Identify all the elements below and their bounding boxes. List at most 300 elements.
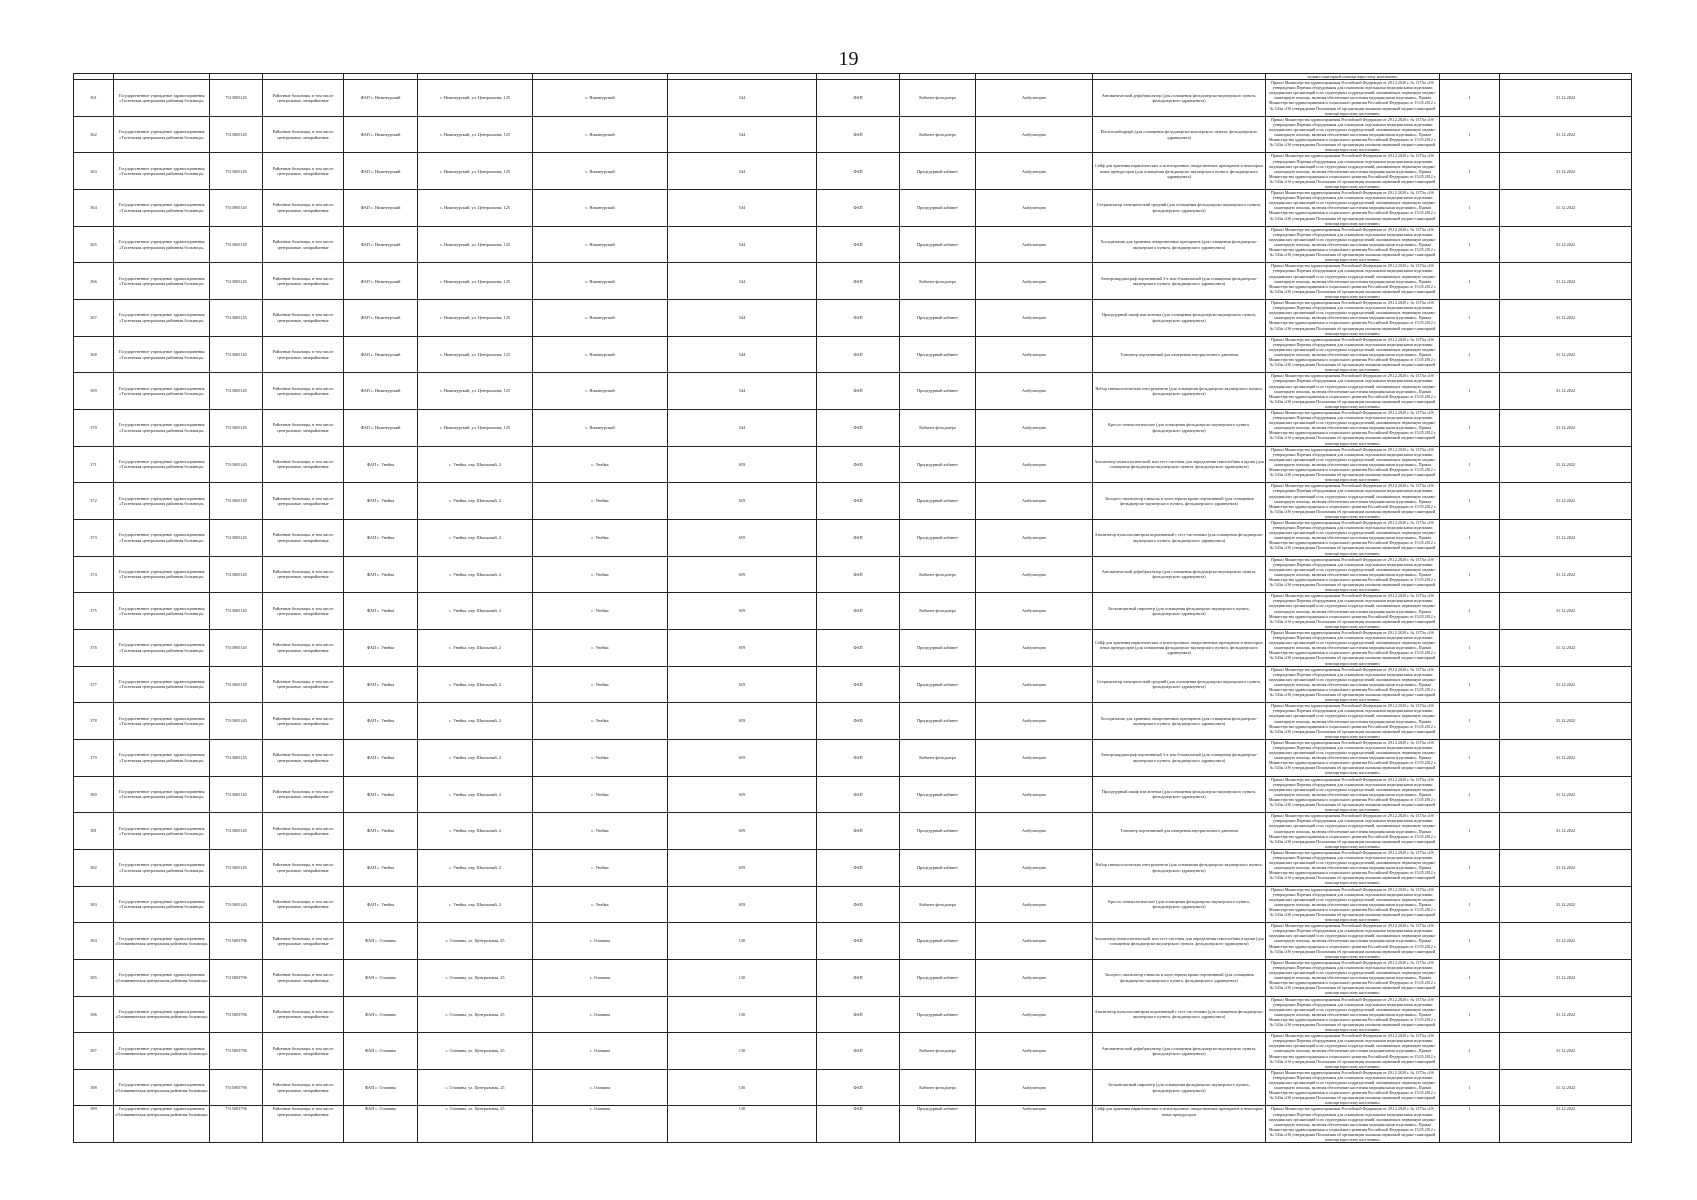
- locality-cell: с. Унейка: [533, 849, 668, 886]
- organization-type-cell: Районные больницы, в том числе центральные, межрайонные: [263, 300, 344, 337]
- legal-basis-cell: Приказ Министерства здравоохранения Российской Федерации от 29.12.2020 г. № 1375н «Об утверждении Перечня оборудования для оснащения отдельными медицинскими изделиями медицинских организаций и их структурных подразделений, оказывающих первичную медико-санитарную помощь, включая обеспечение населения медицинскими изделиями», Приказ Министерства здравоохранения и социального развития Российской Федерации от 15.05.2012 г. № 543н «Об утверждении Положения об организации оказания первичной медико-санитарной помощи взрослому населению»: [1266, 776, 1440, 813]
- unit-form-cell: ФАП: [817, 483, 900, 520]
- population-cell: 544: [668, 153, 817, 190]
- equipment-name-cell: Холодильник для хранения лекарственных препаратов (для оснащения фельдшерско-акушерского пункта, фельдшерского здравпункта): [1093, 703, 1266, 740]
- unit-form-cell: ФАП: [817, 1069, 900, 1106]
- deadline-date-cell: 31.12.2022: [1500, 226, 1632, 263]
- care-conditions-cell: Амбулаторно: [976, 336, 1093, 373]
- structural-unit-cell: ФАП с. Унейка: [344, 813, 418, 850]
- inn-cell: 7515003796: [210, 1106, 263, 1143]
- legal-basis-cell: Приказ Министерства здравоохранения Российской Федерации от 29.12.2020 г. № 1375н «Об утверждении Перечня оборудования для оснащения отдельными медицинскими изделиями медицинских организаций и их структурных подразделений, оказывающих первичную медико-санитарную помощь, включая обеспечение населения медицинскими изделиями», Приказ Министерства здравоохранения и социального развития Российской Федерации от 15.05.2012 г. № 543н «Об утверждении Положения об организации оказания первичной медико-санитарной помощи взрослому населению»: [1266, 739, 1440, 776]
- locality-cell: с. Унейка: [533, 703, 668, 740]
- deadline-date-cell: 31.12.2022: [1500, 593, 1632, 630]
- room-name-cell: Процедурный кабинет: [900, 190, 976, 227]
- address-cell: с. Унейка, пер. Школьный, 2: [418, 776, 533, 813]
- organization-name-cell: Государственное учреждение здравоохранения «Тасеевская центральная районная больница»: [114, 666, 210, 703]
- population-cell: 130: [668, 1033, 817, 1070]
- table-row: [74, 813, 1632, 850]
- structural-unit-cell: ФАП с. Унейка: [344, 849, 418, 886]
- address-cell: с. Нижнеурский, ул. Центральная, 125: [418, 226, 533, 263]
- inn-cell: 7513005145: [210, 483, 263, 520]
- population-cell: 659: [668, 556, 817, 593]
- organization-type-cell: Районные больницы, в том числе центральные, межрайонные: [263, 739, 344, 776]
- row-number-cell: 367: [74, 300, 114, 337]
- structural-unit-cell: ФАП с. Унейка: [344, 483, 418, 520]
- organization-name-cell: Государственное учреждение здравоохранения «Тасеевская центральная районная больница»: [114, 226, 210, 263]
- organization-type-cell: Районные больницы, в том числе центральные, межрайонные: [263, 446, 344, 483]
- locality-cell: с. Оловяны: [533, 996, 668, 1033]
- address-cell: с. Унейка, пер. Школьный, 2: [418, 739, 533, 776]
- deadline-date-cell: 31.12.2022: [1500, 886, 1632, 923]
- quantity-cell: 1: [1440, 153, 1500, 190]
- equipment-name-cell: Бесконтактный пирометр (для оснащения фельдшерско-акушерского пункта, фельдшерского здравпункта): [1093, 593, 1266, 630]
- organization-name-cell: Государственное учреждение здравоохранения «Тасеевская центральная районная больница»: [114, 300, 210, 337]
- locality-cell: с. Унейка: [533, 446, 668, 483]
- deadline-date-cell: 31.12.2022: [1500, 410, 1632, 447]
- equipment-name-cell: Анализатор гематологический, или тест-системы для определения гемоглобина в крови (для оснащения фельдшерско-акушерского пункта, фельдшерского здравпункта): [1093, 923, 1266, 960]
- quantity-cell: 1: [1440, 556, 1500, 593]
- table-row: [74, 923, 1632, 960]
- row-number-cell: 387: [74, 1033, 114, 1070]
- address-cell: с. Унейка, пер. Школьный, 2: [418, 886, 533, 923]
- organization-type-cell: Районные больницы, в том числе центральные, межрайонные: [263, 373, 344, 410]
- quantity-cell: 1: [1440, 1106, 1500, 1143]
- organization-name-cell: Государственное учреждение здравоохранения «Тасеевская центральная районная больница»: [114, 190, 210, 227]
- row-number-cell: 389: [74, 1106, 114, 1143]
- unit-form-cell: ФАП: [817, 263, 900, 300]
- organization-name-cell: Государственное учреждение здравоохранения «Оловяннинская центральная районная больница»: [114, 923, 210, 960]
- equipment-name-cell: Кресло гинекологическое (для оснащения фельдшерско-акушерского пункта, фельдшерского здравпункта): [1093, 410, 1266, 447]
- room-name-cell: Процедурный кабинет: [900, 923, 976, 960]
- address-cell: с. Нижнеурский, ул. Центральная, 125: [418, 263, 533, 300]
- population-cell: 659: [668, 849, 817, 886]
- organization-name-cell: Государственное учреждение здравоохранения «Тасеевская центральная районная больница»: [114, 336, 210, 373]
- room-name-cell: Кабинет фельдшера: [900, 739, 976, 776]
- table-row: [74, 629, 1632, 666]
- locality-cell: с. Унейка: [533, 886, 668, 923]
- care-conditions-cell: Амбулаторно: [976, 226, 1093, 263]
- room-name-cell: Кабинет фельдшера: [900, 80, 976, 117]
- address-cell: с. Унейка, пер. Школьный, 2: [418, 703, 533, 740]
- unit-form-cell: ФАП: [817, 116, 900, 153]
- row-number-cell: 380: [74, 776, 114, 813]
- care-conditions-cell: Амбулаторно: [976, 556, 1093, 593]
- address-cell: с. Нижнеурский, ул. Центральная, 125: [418, 80, 533, 117]
- equipment-name-cell: Электрокардиограф портативный 3-х или 6-канальный (для оснащения фельдшерско-акушерского пункта, фельдшерского здравпункта): [1093, 739, 1266, 776]
- unit-form-cell: ФАП: [817, 923, 900, 960]
- organization-type-cell: Районные больницы, в том числе центральные, межрайонные: [263, 849, 344, 886]
- structural-unit-cell: ФАП с. Нижнеурский: [344, 116, 418, 153]
- inn-cell: 7515003796: [210, 923, 263, 960]
- organization-type-cell: Районные больницы, в том числе центральные, межрайонные: [263, 1069, 344, 1106]
- inn-cell: 7513005145: [210, 519, 263, 556]
- organization-name-cell: Государственное учреждение здравоохранения «Тасеевская центральная районная больница»: [114, 739, 210, 776]
- care-conditions-cell: Амбулаторно: [976, 446, 1093, 483]
- room-name-cell: Процедурный кабинет: [900, 996, 976, 1033]
- organization-name-cell: Государственное учреждение здравоохранения «Тасеевская центральная районная больница»: [114, 813, 210, 850]
- address-cell: с. Унейка, пер. Школьный, 2: [418, 813, 533, 850]
- care-conditions-cell: Амбулаторно: [976, 80, 1093, 117]
- structural-unit-cell: ФАП с. Унейка: [344, 886, 418, 923]
- address-cell: с. Унейка, пер. Школьный, 2: [418, 629, 533, 666]
- locality-cell: с. Нижнеурский: [533, 190, 668, 227]
- inn-cell: 7513005145: [210, 190, 263, 227]
- structural-unit-cell: ФАП с. Оловяны: [344, 959, 418, 996]
- organization-type-cell: Районные больницы, в том числе центральные, межрайонные: [263, 666, 344, 703]
- equipment-name-cell: Набор гинекологических инструментов (для оснащения фельдшерско-акушерского пункта, фельдшерского здравпункта): [1093, 849, 1266, 886]
- legal-basis-cell: Приказ Министерства здравоохранения Российской Федерации от 29.12.2020 г. № 1375н «Об утверждении Перечня оборудования для оснащения отдельными медицинскими изделиями медицинских организаций и их структурных подразделений, оказывающих первичную медико-санитарную помощь, включая обеспечение населения медицинскими изделиями», Приказ Министерства здравоохранения и социального развития Российской Федерации от 15.05.2012 г. № 543н «Об утверждении Положения об организации оказания первичной медико-санитарной помощи взрослому населению»: [1266, 703, 1440, 740]
- inn-cell: 7513005145: [210, 153, 263, 190]
- equipment-name-cell: Сейф для хранения наркотических и психотропных лекарственных препаратов и некоторых иных прекурсоров (для оснащения фельдшерско-акушерского пункта, фельдшерского здравпункта): [1093, 153, 1266, 190]
- unit-form-cell: ФАП: [817, 410, 900, 447]
- equipment-name-cell: Набор гинекологических инструментов (для оснащения фельдшерско-акушерского пункта, фельдшерского здравпункта): [1093, 373, 1266, 410]
- unit-form-cell: ФАП: [817, 300, 900, 337]
- unit-form-cell: ФАП: [817, 1033, 900, 1070]
- address-cell: с. Нижнеурский, ул. Центральная, 125: [418, 373, 533, 410]
- quantity-cell: 1: [1440, 886, 1500, 923]
- table-row: [74, 410, 1632, 447]
- care-conditions-cell: Амбулаторно: [976, 483, 1093, 520]
- row-number-cell: 374: [74, 556, 114, 593]
- inn-cell: 7513005145: [210, 813, 263, 850]
- deadline-date-cell: 31.12.2022: [1500, 923, 1632, 960]
- organization-type-cell: Районные больницы, в том числе центральные, межрайонные: [263, 703, 344, 740]
- structural-unit-cell: ФАП с. Нижнеурский: [344, 190, 418, 227]
- quantity-cell: 1: [1440, 849, 1500, 886]
- room-name-cell: Кабинет фельдшера: [900, 556, 976, 593]
- locality-cell: с. Оловяны: [533, 959, 668, 996]
- deadline-date-cell: 31.12.2022: [1500, 739, 1632, 776]
- room-name-cell: Процедурный кабинет: [900, 666, 976, 703]
- quantity-cell: 1: [1440, 1069, 1500, 1106]
- care-conditions-cell: Амбулаторно: [976, 666, 1093, 703]
- equipment-name-cell: Стерилизатор электрический средний (для оснащения фельдшерско-акушерского пункта, фельдшерского здравпункта): [1093, 190, 1266, 227]
- structural-unit-cell: ФАП с. Унейка: [344, 629, 418, 666]
- unit-form-cell: ФАП: [817, 153, 900, 190]
- population-cell: 659: [668, 446, 817, 483]
- population-cell: 130: [668, 1069, 817, 1106]
- organization-name-cell: Государственное учреждение здравоохранения «Тасеевская центральная районная больница»: [114, 446, 210, 483]
- organization-type-cell: Районные больницы, в том числе центральные, межрайонные: [263, 996, 344, 1033]
- organization-name-cell: Государственное учреждение здравоохранения «Тасеевская центральная районная больница»: [114, 153, 210, 190]
- structural-unit-cell: ФАП с. Унейка: [344, 739, 418, 776]
- table-row: [74, 226, 1632, 263]
- row-number-cell: 382: [74, 849, 114, 886]
- room-name-cell: Процедурный кабинет: [900, 483, 976, 520]
- organization-name-cell: Государственное учреждение здравоохранения «Тасеевская центральная районная больница»: [114, 629, 210, 666]
- inn-cell: 7513005145: [210, 446, 263, 483]
- organization-name-cell: Государственное учреждение здравоохранения «Оловяннинская центральная районная больница»: [114, 1106, 210, 1143]
- legal-basis-cell: Приказ Министерства здравоохранения Российской Федерации от 29.12.2020 г. № 1375н «Об утверждении Перечня оборудования для оснащения отдельными медицинскими изделиями медицинских организаций и их структурных подразделений, оказывающих первичную медико-санитарную помощь, включая обеспечение населения медицинскими изделиями», Приказ Министерства здравоохранения и социального развития Российской Федерации от 15.05.2012 г. № 543н «Об утверждении Положения об организации оказания первичной медико-санитарной помощи взрослому населению»: [1266, 153, 1440, 190]
- deadline-date-cell: 31.12.2022: [1500, 483, 1632, 520]
- deadline-date-cell: 31.12.2022: [1500, 996, 1632, 1033]
- legal-basis-cell: Приказ Министерства здравоохранения Российской Федерации от 29.12.2020 г. № 1375н «Об утверждении Перечня оборудования для оснащения отдельными медицинскими изделиями медицинских организаций и их структурных подразделений, оказывающих первичную медико-санитарную помощь, включая обеспечение населения медицинскими изделиями», Приказ Министерства здравоохранения и социального развития Российской Федерации от 15.05.2012 г. № 543н «Об утверждении Положения об организации оказания первичной медико-санитарной помощи взрослому населению»: [1266, 1069, 1440, 1106]
- structural-unit-cell: ФАП с. Унейка: [344, 666, 418, 703]
- deadline-date-cell: 31.12.2022: [1500, 1069, 1632, 1106]
- care-conditions-cell: Амбулаторно: [976, 886, 1093, 923]
- organization-name-cell: Государственное учреждение здравоохранения «Тасеевская центральная районная больница»: [114, 556, 210, 593]
- organization-name-cell: Государственное учреждение здравоохранения «Тасеевская центральная районная больница»: [114, 410, 210, 447]
- legal-basis-cell: Приказ Министерства здравоохранения Российской Федерации от 29.12.2020 г. № 1375н «Об утверждении Перечня оборудования для оснащения отдельными медицинскими изделиями медицинских организаций и их структурных подразделений, оказывающих первичную медико-санитарную помощь, включая обеспечение населения медицинскими изделиями», Приказ Министерства здравоохранения и социального развития Российской Федерации от 15.05.2012 г. № 543н «Об утверждении Положения об организации оказания первичной медико-санитарной помощи взрослому населению»: [1266, 593, 1440, 630]
- population-cell: 544: [668, 410, 817, 447]
- quantity-cell: 1: [1440, 776, 1500, 813]
- quantity-cell: 1: [1440, 629, 1500, 666]
- equipment-name-cell: Электрокардиограф портативный 3-х или 6-канальный (для оснащения фельдшерско-акушерского пункта, фельдшерского здравпункта): [1093, 263, 1266, 300]
- address-cell: с. Унейка, пер. Школьный, 2: [418, 519, 533, 556]
- deadline-date-cell: 31.12.2022: [1500, 959, 1632, 996]
- unit-form-cell: ФАП: [817, 739, 900, 776]
- quantity-cell: 1: [1440, 80, 1500, 117]
- legal-basis-cell: Приказ Министерства здравоохранения Российской Федерации от 29.12.2020 г. № 1375н «Об утверждении Перечня оборудования для оснащения отдельными медицинскими изделиями медицинских организаций и их структурных подразделений, оказывающих первичную медико-санитарную помощь, включая обеспечение населения медицинскими изделиями», Приказ Министерства здравоохранения и социального развития Российской Федерации от 15.05.2012 г. № 543н «Об утверждении Положения об организации оказания первичной медико-санитарной помощи взрослому населению»: [1266, 80, 1440, 117]
- deadline-date-cell: 31.12.2022: [1500, 813, 1632, 850]
- organization-type-cell: Районные больницы, в том числе центральные, межрайонные: [263, 923, 344, 960]
- organization-type-cell: Районные больницы, в том числе центральные, межрайонные: [263, 886, 344, 923]
- legal-basis-cell: Приказ Министерства здравоохранения Российской Федерации от 29.12.2020 г. № 1375н «Об утверждении Перечня оборудования для оснащения отдельными медицинскими изделиями медицинских организаций и их структурных подразделений, оказывающих первичную медико-санитарную помощь, включая обеспечение населения медицинскими изделиями», Приказ Министерства здравоохранения и социального развития Российской Федерации от 15.05.2012 г. № 543н «Об утверждении Положения об организации оказания первичной медико-санитарной помощи взрослому населению»: [1266, 190, 1440, 227]
- room-name-cell: Процедурный кабинет: [900, 336, 976, 373]
- room-name-cell: Кабинет фельдшера: [900, 886, 976, 923]
- room-name-cell: Процедурный кабинет: [900, 959, 976, 996]
- inn-cell: 7513005145: [210, 703, 263, 740]
- structural-unit-cell: ФАП с. Оловяны: [344, 923, 418, 960]
- address-cell: с. Унейка, пер. Школьный, 2: [418, 446, 533, 483]
- organization-name-cell: Государственное учреждение здравоохранения «Оловяннинская центральная районная больница»: [114, 996, 210, 1033]
- address-cell: с. Нижнеурский, ул. Центральная, 125: [418, 190, 533, 227]
- quantity-cell: 1: [1440, 483, 1500, 520]
- row-number-cell: 364: [74, 190, 114, 227]
- table-row: [74, 666, 1632, 703]
- table-row: [74, 80, 1632, 117]
- unit-form-cell: ФАП: [817, 666, 900, 703]
- row-number-cell: 368: [74, 336, 114, 373]
- table-row: [74, 959, 1632, 996]
- deadline-date-cell: 31.12.2022: [1500, 116, 1632, 153]
- unit-form-cell: ФАП: [817, 373, 900, 410]
- address-cell: с. Оловяны, ул. Центральная, 25: [418, 996, 533, 1033]
- room-name-cell: Кабинет фельдшера: [900, 116, 976, 153]
- deadline-date-cell: 31.12.2022: [1500, 263, 1632, 300]
- unit-form-cell: ФАП: [817, 336, 900, 373]
- inn-cell: 7515003796: [210, 959, 263, 996]
- locality-cell: с. Нижнеурский: [533, 410, 668, 447]
- inn-cell: 7513005145: [210, 776, 263, 813]
- room-name-cell: Процедурный кабинет: [900, 373, 976, 410]
- unit-form-cell: ФАП: [817, 703, 900, 740]
- address-cell: с. Оловяны, ул. Центральная, 25: [418, 923, 533, 960]
- quantity-cell: 1: [1440, 666, 1500, 703]
- locality-cell: с. Нижнеурский: [533, 80, 668, 117]
- inn-cell: 7515003796: [210, 1069, 263, 1106]
- quantity-cell: 1: [1440, 410, 1500, 447]
- table-row: [74, 373, 1632, 410]
- equipment-name-cell: Electrocardiograph (для оснащения фельдшерско-акушерского пункта, фельдшерского здравпункта): [1093, 116, 1266, 153]
- care-conditions-cell: Амбулаторно: [976, 849, 1093, 886]
- population-cell: 544: [668, 190, 817, 227]
- locality-cell: с. Нижнеурский: [533, 336, 668, 373]
- equipment-name-cell: Процедурный шкаф или аптечка (для оснащения фельдшерско-акушерского пункта, фельдшерского здравпункта): [1093, 776, 1266, 813]
- population-cell: 130: [668, 959, 817, 996]
- unit-form-cell: ФАП: [817, 1106, 900, 1143]
- table-row: [74, 1033, 1632, 1070]
- legal-basis-cell: Приказ Министерства здравоохранения Российской Федерации от 29.12.2020 г. № 1375н «Об утверждении Перечня оборудования для оснащения отдельными медицинскими изделиями медицинских организаций и их структурных подразделений, оказывающих первичную медико-санитарную помощь, включая обеспечение населения медицинскими изделиями», Приказ Министерства здравоохранения и социального развития Российской Федерации от 15.05.2012 г. № 543н «Об утверждении Положения об организации оказания первичной медико-санитарной помощи взрослому населению»: [1266, 226, 1440, 263]
- care-conditions-cell: Амбулаторно: [976, 959, 1093, 996]
- organization-type-cell: Районные больницы, в том числе центральные, межрайонные: [263, 519, 344, 556]
- room-name-cell: Процедурный кабинет: [900, 153, 976, 190]
- deadline-date-cell: 31.12.2022: [1500, 190, 1632, 227]
- inn-cell: 7513005145: [210, 410, 263, 447]
- equipment-registry-table: [73, 73, 1632, 1143]
- locality-cell: с. Нижнеурский: [533, 153, 668, 190]
- table-row: [74, 190, 1632, 227]
- row-number-cell: 378: [74, 703, 114, 740]
- locality-cell: с. Нижнеурский: [533, 373, 668, 410]
- organization-name-cell: Государственное учреждение здравоохранения «Тасеевская центральная районная больница»: [114, 849, 210, 886]
- quantity-cell: 1: [1440, 263, 1500, 300]
- organization-name-cell: Государственное учреждение здравоохранения «Тасеевская центральная районная больница»: [114, 886, 210, 923]
- locality-cell: с. Унейка: [533, 739, 668, 776]
- quantity-cell: 1: [1440, 703, 1500, 740]
- deadline-date-cell: 31.12.2022: [1500, 556, 1632, 593]
- care-conditions-cell: Амбулаторно: [976, 519, 1093, 556]
- care-conditions-cell: Амбулаторно: [976, 593, 1093, 630]
- structural-unit-cell: ФАП с. Нижнеурский: [344, 300, 418, 337]
- equipment-name-cell: Анализатор пульсоксиметрии портативный с тест-системами (для оснащения фельдшерско-акушерского пункта, фельдшерского здравпункта): [1093, 519, 1266, 556]
- table-row: [74, 519, 1632, 556]
- population-cell: 659: [668, 739, 817, 776]
- quantity-cell: 1: [1440, 373, 1500, 410]
- locality-cell: с. Унейка: [533, 483, 668, 520]
- locality-cell: с. Оловяны: [533, 923, 668, 960]
- care-conditions-cell: Амбулаторно: [976, 739, 1093, 776]
- organization-type-cell: Районные больницы, в том числе центральные, межрайонные: [263, 410, 344, 447]
- table-row: [74, 483, 1632, 520]
- table-row: [74, 776, 1632, 813]
- room-name-cell: Кабинет фельдшера: [900, 410, 976, 447]
- room-name-cell: Процедурный кабинет: [900, 776, 976, 813]
- address-cell: с. Нижнеурский, ул. Центральная, 125: [418, 336, 533, 373]
- legal-basis-cell: Приказ Министерства здравоохранения Российской Федерации от 29.12.2020 г. № 1375н «Об утверждении Перечня оборудования для оснащения отдельными медицинскими изделиями медицинских организаций и их структурных подразделений, оказывающих первичную медико-санитарную помощь, включая обеспечение населения медицинскими изделиями», Приказ Министерства здравоохранения и социального развития Российской Федерации от 15.05.2012 г. № 543н «Об утверждении Положения об организации оказания первичной медико-санитарной помощи взрослому населению»: [1266, 300, 1440, 337]
- deadline-date-cell: 31.12.2022: [1500, 666, 1632, 703]
- quantity-cell: 1: [1440, 923, 1500, 960]
- room-name-cell: Кабинет фельдшера: [900, 1069, 976, 1106]
- structural-unit-cell: ФАП с. Нижнеурский: [344, 226, 418, 263]
- table-row: [74, 593, 1632, 630]
- organization-type-cell: Районные больницы, в том числе центральные, межрайонные: [263, 1106, 344, 1143]
- population-cell: 659: [668, 519, 817, 556]
- unit-form-cell: ФАП: [817, 519, 900, 556]
- table-row: [74, 886, 1632, 923]
- row-number-cell: 373: [74, 519, 114, 556]
- address-cell: с. Нижнеурский, ул. Центральная, 125: [418, 300, 533, 337]
- legal-basis-cell: Приказ Министерства здравоохранения Российской Федерации от 29.12.2020 г. № 1375н «Об утверждении Перечня оборудования для оснащения отдельными медицинскими изделиями медицинских организаций и их структурных подразделений, оказывающих первичную медико-санитарную помощь, включая обеспечение населения медицинскими изделиями», Приказ Министерства здравоохранения и социального развития Российской Федерации от 15.05.2012 г. № 543н «Об утверждении Положения об организации оказания первичной медико-санитарной помощи взрослому населению»: [1266, 410, 1440, 447]
- legal-basis-cell: Приказ Министерства здравоохранения Российской Федерации от 29.12.2020 г. № 1375н «Об утверждении Перечня оборудования для оснащения отдельными медицинскими изделиями медицинских организаций и их структурных подразделений, оказывающих первичную медико-санитарную помощь, включая обеспечение населения медицинскими изделиями», Приказ Министерства здравоохранения и социального развития Российской Федерации от 15.05.2012 г. № 543н «Об утверждении Положения об организации оказания первичной медико-санитарной помощи взрослому населению»: [1266, 923, 1440, 960]
- table-row: [74, 996, 1632, 1033]
- inn-cell: 7513005145: [210, 300, 263, 337]
- row-number-cell: 379: [74, 739, 114, 776]
- row-number-cell: 366: [74, 263, 114, 300]
- organization-type-cell: Районные больницы, в том числе центральные, межрайонные: [263, 593, 344, 630]
- organization-type-cell: Районные больницы, в том числе центральные, межрайонные: [263, 80, 344, 117]
- organization-name-cell: Государственное учреждение здравоохранения «Тасеевская центральная районная больница»: [114, 483, 210, 520]
- organization-name-cell: Государственное учреждение здравоохранения «Тасеевская центральная районная больница»: [114, 80, 210, 117]
- row-number-cell: 372: [74, 483, 114, 520]
- inn-cell: 7513005145: [210, 373, 263, 410]
- organization-name-cell: Государственное учреждение здравоохранения «Тасеевская центральная районная больница»: [114, 519, 210, 556]
- deadline-date-cell: 31.12.2022: [1500, 629, 1632, 666]
- organization-type-cell: Районные больницы, в том числе центральные, межрайонные: [263, 959, 344, 996]
- room-name-cell: Процедурный кабинет: [900, 300, 976, 337]
- population-cell: 130: [668, 1106, 817, 1143]
- structural-unit-cell: ФАП с. Нижнеурский: [344, 153, 418, 190]
- legal-basis-cell: Приказ Министерства здравоохранения Российской Федерации от 29.12.2020 г. № 1375н «Об утверждении Перечня оборудования для оснащения отдельными медицинскими изделиями медицинских организаций и их структурных подразделений, оказывающих первичную медико-санитарную помощь, включая обеспечение населения медицинскими изделиями», Приказ Министерства здравоохранения и социального развития Российской Федерации от 15.05.2012 г. № 543н «Об утверждении Положения об организации оказания первичной медико-санитарной помощи взрослому населению»: [1266, 483, 1440, 520]
- row-number-cell: 384: [74, 923, 114, 960]
- quantity-cell: 1: [1440, 813, 1500, 850]
- structural-unit-cell: ФАП с. Оловяны: [344, 1106, 418, 1143]
- inn-cell: 7513005145: [210, 666, 263, 703]
- deadline-date-cell: 31.12.2022: [1500, 849, 1632, 886]
- table-row: [74, 153, 1632, 190]
- room-name-cell: Процедурный кабинет: [900, 1106, 976, 1143]
- address-cell: с. Унейка, пер. Школьный, 2: [418, 849, 533, 886]
- organization-name-cell: Государственное учреждение здравоохранения «Тасеевская центральная районная больница»: [114, 373, 210, 410]
- organization-type-cell: Районные больницы, в том числе центральные, межрайонные: [263, 116, 344, 153]
- quantity-cell: 1: [1440, 116, 1500, 153]
- population-cell: 130: [668, 996, 817, 1033]
- population-cell: 659: [668, 703, 817, 740]
- inn-cell: 7513005145: [210, 263, 263, 300]
- structural-unit-cell: ФАП с. Унейка: [344, 446, 418, 483]
- address-cell: с. Нижнеурский, ул. Центральная, 125: [418, 410, 533, 447]
- legal-basis-cell: Приказ Министерства здравоохранения Российской Федерации от 29.12.2020 г. № 1375н «Об утверждении Перечня оборудования для оснащения отдельными медицинскими изделиями медицинских организаций и их структурных подразделений, оказывающих первичную медико-санитарную помощь, включая обеспечение населения медицинскими изделиями», Приказ Министерства здравоохранения и социального развития Российской Федерации от 15.05.2012 г. № 543н «Об утверждении Положения об организации оказания первичной медико-санитарной помощи взрослому населению»: [1266, 849, 1440, 886]
- population-cell: 659: [668, 813, 817, 850]
- row-number-cell: 361: [74, 80, 114, 117]
- deadline-date-cell: 31.12.2022: [1500, 336, 1632, 373]
- population-cell: 659: [668, 483, 817, 520]
- care-conditions-cell: Амбулаторно: [976, 703, 1093, 740]
- population-cell: 659: [668, 629, 817, 666]
- population-cell: 659: [668, 776, 817, 813]
- table-row: [74, 446, 1632, 483]
- organization-type-cell: Районные больницы, в том числе центральные, межрайонные: [263, 1033, 344, 1070]
- unit-form-cell: ФАП: [817, 80, 900, 117]
- row-number-cell: 362: [74, 116, 114, 153]
- row-number-cell: 365: [74, 226, 114, 263]
- equipment-name-cell: Экспресс-анализатор глюкозы и холестерина крови портативный (для оснащения фельдшерско-акушерского пункта, фельдшерского здравпункта): [1093, 483, 1266, 520]
- unit-form-cell: ФАП: [817, 190, 900, 227]
- care-conditions-cell: Амбулаторно: [976, 263, 1093, 300]
- locality-cell: с. Нижнеурский: [533, 263, 668, 300]
- room-name-cell: Кабинет фельдшера: [900, 593, 976, 630]
- organization-type-cell: Районные больницы, в том числе центральные, межрайонные: [263, 263, 344, 300]
- organization-name-cell: Государственное учреждение здравоохранения «Оловяннинская центральная районная больница»: [114, 1069, 210, 1106]
- address-cell: с. Унейка, пер. Школьный, 2: [418, 666, 533, 703]
- care-conditions-cell: Амбулаторно: [976, 190, 1093, 227]
- population-cell: 659: [668, 666, 817, 703]
- legal-basis-cell: Приказ Министерства здравоохранения Российской Федерации от 29.12.2020 г. № 1375н «Об утверждении Перечня оборудования для оснащения отдельными медицинскими изделиями медицинских организаций и их структурных подразделений, оказывающих первичную медико-санитарную помощь, включая обеспечение населения медицинскими изделиями», Приказ Министерства здравоохранения и социального развития Российской Федерации от 15.05.2012 г. № 543н «Об утверждении Положения об организации оказания первичной медико-санитарной помощи взрослому населению»: [1266, 446, 1440, 483]
- equipment-name-cell: Стерилизатор электрический средний (для оснащения фельдшерско-акушерского пункта, фельдшерского здравпункта): [1093, 666, 1266, 703]
- care-conditions-cell: Амбулаторно: [976, 1069, 1093, 1106]
- locality-cell: с. Нижнеурский: [533, 300, 668, 337]
- population-cell: 544: [668, 226, 817, 263]
- address-cell: с. Оловяны, ул. Центральная, 25: [418, 959, 533, 996]
- equipment-name-cell: Экспресс-анализатор глюкозы и холестерина крови портативный (для оснащения фельдшерско-акушерского пункта, фельдшерского здравпункта): [1093, 959, 1266, 996]
- organization-type-cell: Районные больницы, в том числе центральные, межрайонные: [263, 190, 344, 227]
- inn-cell: 7513005145: [210, 80, 263, 117]
- unit-form-cell: ФАП: [817, 813, 900, 850]
- inn-cell: 7513005145: [210, 629, 263, 666]
- inn-cell: 7515003796: [210, 996, 263, 1033]
- table-row: [74, 300, 1632, 337]
- structural-unit-cell: ФАП с. Унейка: [344, 703, 418, 740]
